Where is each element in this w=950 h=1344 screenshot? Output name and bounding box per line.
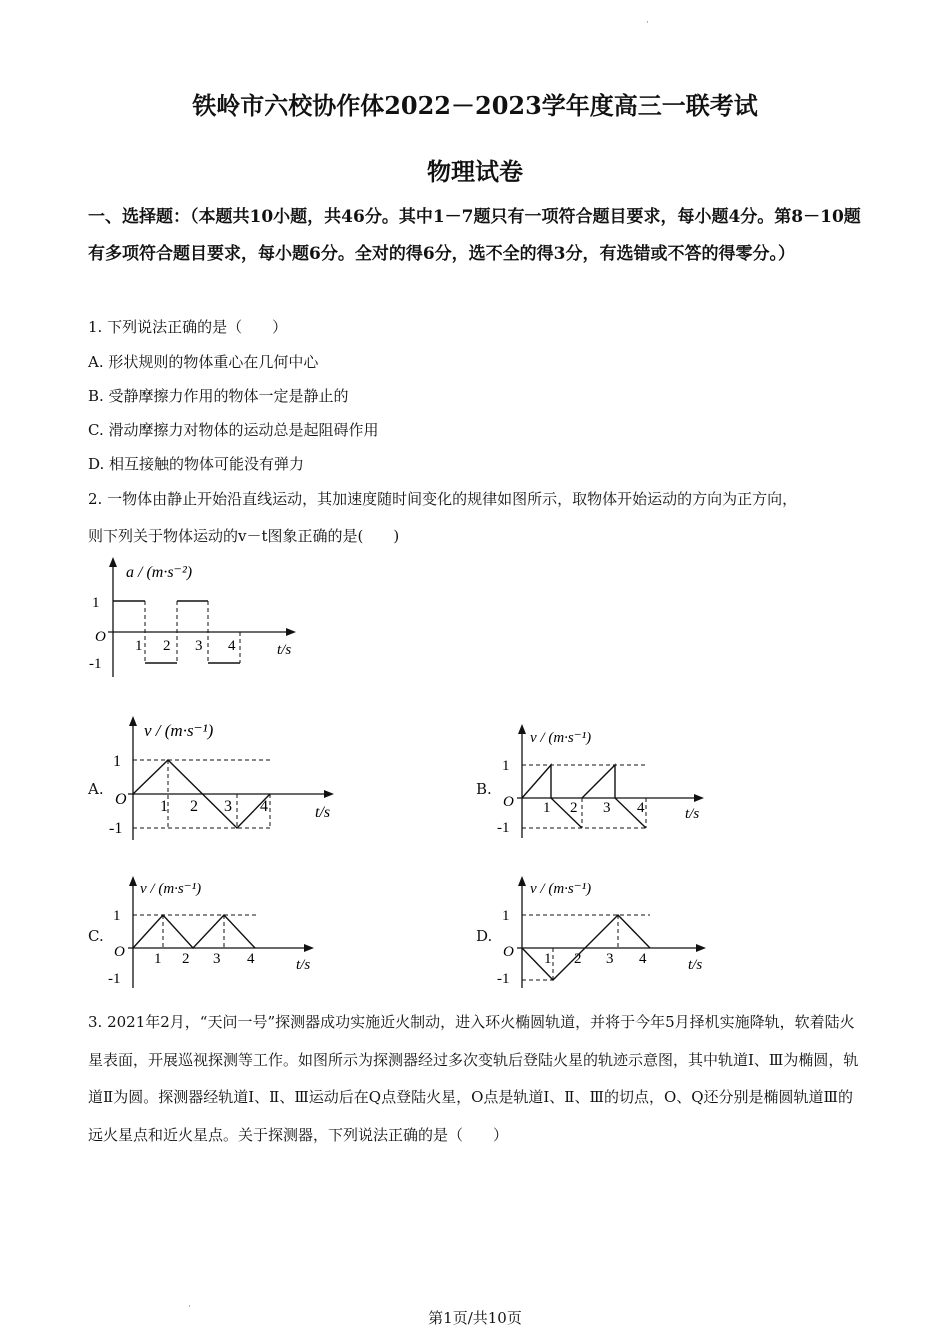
- choice-b-xtick-3: 3: [603, 800, 611, 816]
- q1-option-c: C. 滑动摩擦力对物体的运动总是起阻碍作用: [88, 421, 379, 439]
- q2-stem-line2: 则下列关于物体运动的v－t图象正确的是( ): [88, 527, 400, 545]
- choice-a-ytick-minus1: -1: [109, 820, 123, 837]
- q2-choice-c-label: C.: [88, 927, 104, 945]
- scan-mark-top: ·: [646, 18, 649, 28]
- choice-c-xtick-1: 1: [154, 951, 162, 967]
- choice-a-vt-graph: [100, 712, 350, 847]
- choice-d-origin: O: [503, 944, 514, 960]
- choice-d-xlabel: t/s: [688, 957, 703, 973]
- choice-a-xtick-2: 2: [190, 798, 198, 815]
- a-graph-ylabel: a / (m·s⁻²): [126, 564, 193, 581]
- choice-c-xtick-4: 4: [247, 951, 255, 967]
- choice-d-xtick-4: 4: [639, 951, 647, 967]
- a-graph-xtick-2: 2: [163, 638, 171, 654]
- choice-d-xtick-1: 1: [544, 951, 552, 967]
- choice-b-ytick-1: 1: [502, 758, 510, 774]
- choice-c-curve: [133, 915, 255, 948]
- choice-b-curve: [522, 765, 646, 828]
- a-graph-ytick-1: 1: [92, 595, 100, 611]
- choice-a-xtick-1: 1: [160, 798, 168, 815]
- exam-title: 铁岭市六校协作体2022－2023学年度高三一联考试: [192, 91, 758, 120]
- acceleration-time-graph: [80, 555, 310, 685]
- choice-b-xtick-1: 1: [543, 800, 551, 816]
- q2-choice-b-label: B.: [476, 780, 492, 798]
- choice-b-origin: O: [503, 794, 514, 810]
- choice-c-ylabel: v / (m·s⁻¹): [140, 881, 202, 897]
- choice-a-ylabel: v / (m·s⁻¹): [144, 721, 214, 740]
- choice-c-xtick-3: 3: [213, 951, 221, 967]
- choice-c-xtick-2: 2: [182, 951, 190, 967]
- choice-c-ytick-1: 1: [113, 908, 121, 924]
- q2-choice-d-label: D.: [476, 927, 493, 945]
- a-graph-x-arrow: [286, 628, 296, 636]
- choice-d-vt-graph: [490, 870, 715, 992]
- choice-d-xtick-2: 2: [574, 951, 582, 967]
- choice-a-xtick-3: 3: [224, 798, 232, 815]
- a-graph-origin: O: [95, 629, 106, 645]
- choice-b-xlabel: t/s: [685, 806, 700, 822]
- choice-c-xlabel: t/s: [296, 957, 311, 973]
- exam-subtitle: 物理试卷: [427, 157, 523, 186]
- a-graph-xtick-3: 3: [195, 638, 203, 654]
- section-heading: 一、选择题：（本题共10小题，共46分。其中1－7题只有一项符合题目要求，每小题4分。第8－10题有多项符合题目要求，每小题6分。全对的得6分，选不全的得3分，有选错或不答的得零分。）: [88, 207, 861, 264]
- choice-b-ylabel: v / (m·s⁻¹): [530, 730, 592, 746]
- q2-choice-a-label: A.: [88, 780, 104, 798]
- choice-c-origin: O: [114, 944, 125, 960]
- choice-d-xtick-3: 3: [606, 951, 614, 967]
- choice-c-ytick-minus1: -1: [108, 971, 121, 987]
- page-number: 第1页/共10页: [428, 1309, 522, 1327]
- choice-a-xtick-4: 4: [260, 798, 268, 815]
- choice-b-ytick-minus1: -1: [497, 820, 510, 836]
- choice-b-vt-graph: [490, 720, 715, 842]
- choice-a-origin: O: [115, 791, 127, 808]
- choice-c-dashed-guides: [133, 915, 256, 948]
- q1-option-a: A. 形状规则的物体重心在几何中心: [88, 353, 319, 371]
- choice-b-xtick-2: 2: [570, 800, 578, 816]
- q1-option-d: D. 相互接触的物体可能没有弹力: [88, 455, 305, 473]
- choice-d-ytick-1: 1: [502, 908, 510, 924]
- q1-stem: 1. 下列说法正确的是（ ）: [88, 318, 288, 336]
- choice-c-vt-graph: [100, 870, 325, 992]
- choice-d-ylabel: v / (m·s⁻¹): [530, 881, 592, 897]
- a-graph-xtick-4: 4: [228, 638, 236, 654]
- a-graph-ytick-minus1: -1: [89, 656, 102, 672]
- choice-a-xlabel: t/s: [315, 804, 331, 821]
- a-graph-xlabel: t/s: [277, 642, 292, 658]
- a-graph-xtick-1: 1: [135, 638, 143, 654]
- choice-b-xtick-4: 4: [637, 800, 645, 816]
- q3-text: 3. 2021年2月，“天问一号”探测器成功实施近火制动，进入环火椭圆轨道，并将于今年5月择机实施降轨，软着陆火星表面，开展巡视探测等工作。如图所示为探测器经过多次变轨后登陆火星的轨迹示意图，其中轨道Ⅰ、Ⅲ为椭圆，轨道Ⅱ为圆。探测器经轨道Ⅰ、Ⅱ、Ⅲ运动后在Q点登陆火星，O点是轨道Ⅰ、Ⅱ、Ⅲ的切点，O、Q还分别是椭圆轨道Ⅲ的远火星点和近火星点。关于探测器，下列说法正确的是（ ）: [88, 1013, 859, 1144]
- a-graph-y-arrow: [109, 557, 117, 567]
- choice-d-ytick-minus1: -1: [497, 971, 510, 987]
- q2-stem-line1: 2. 一物体由静止开始沿直线运动，其加速度随时间变化的规律如图所示，取物体开始运动的方向为正方向，: [88, 490, 798, 508]
- q1-option-b: B. 受静摩擦力作用的物体一定是静止的: [88, 387, 349, 405]
- scan-mark-bottom: ·: [188, 1302, 191, 1312]
- choice-a-ytick-1: 1: [113, 753, 121, 770]
